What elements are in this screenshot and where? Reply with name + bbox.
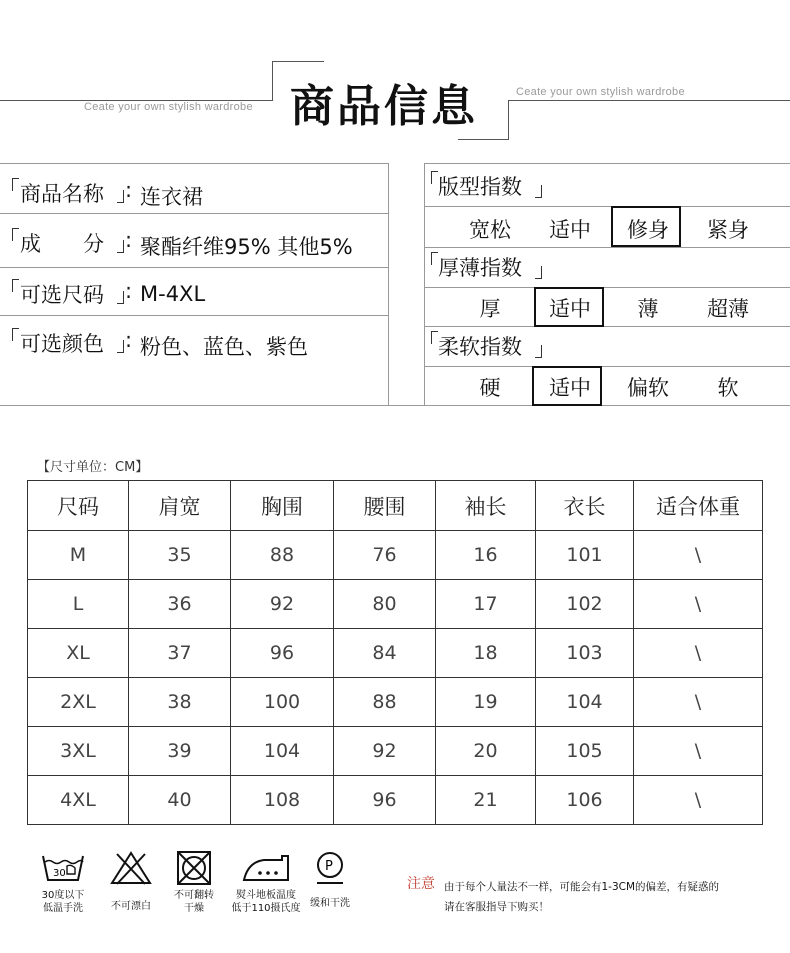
option-thin: 薄 xyxy=(637,297,659,321)
option-hard: 硬 xyxy=(479,376,501,400)
bracket-close xyxy=(117,190,124,203)
table-cell: \ xyxy=(634,678,763,727)
table-header: 尺码 xyxy=(28,481,129,531)
slogan-left: Ceate your own stylish wardrobe xyxy=(84,101,253,113)
table-cell: \ xyxy=(634,776,763,825)
table-cell: 100 xyxy=(231,678,334,727)
hand-wash-icon xyxy=(39,850,87,886)
bracket-close xyxy=(117,340,124,353)
option-fit-loose: 宽松 xyxy=(469,218,511,242)
table-cell: 19 xyxy=(436,678,536,727)
colon: : xyxy=(125,279,133,303)
note-line: 请在客服指导下购买！ xyxy=(444,901,549,913)
info-top-rule-right xyxy=(424,163,790,164)
table-cell: 96 xyxy=(334,776,436,825)
table-cell: 102 xyxy=(536,580,634,629)
option-fit-regular: 适中 xyxy=(549,218,591,242)
note-line: 由于每个人量法不一样，可能会有1-3CM的偏差，有疑惑的 xyxy=(444,881,720,893)
table-cell: L xyxy=(28,580,129,629)
care-label-line: 不可翻转 xyxy=(174,890,214,901)
table-cell: 103 xyxy=(536,629,634,678)
bracket-close xyxy=(117,240,124,253)
table-header: 胸围 xyxy=(231,481,334,531)
info-row-colors xyxy=(0,318,388,368)
table-cell: M xyxy=(28,531,129,580)
bracket-close xyxy=(535,266,542,279)
header-rule-right xyxy=(508,100,790,101)
info-divider-2 xyxy=(424,163,425,406)
care-item-no-bleach xyxy=(96,850,166,913)
colon: : xyxy=(125,178,133,202)
info-row-sizes xyxy=(0,269,388,319)
size-unit-label: 【尺寸单位：CM】 xyxy=(37,460,149,475)
care-label-line: 不可漂白 xyxy=(111,901,151,912)
table-cell: 17 xyxy=(436,580,536,629)
care-label-line: 熨斗地板温度 xyxy=(236,890,296,901)
note-title: 注意 xyxy=(407,876,435,892)
table-cell: 105 xyxy=(536,727,634,776)
table-cell: 38 xyxy=(129,678,231,727)
index-title-softness: 柔软指数 xyxy=(438,335,522,359)
care-label xyxy=(96,900,166,913)
info-row-name xyxy=(0,168,388,218)
info-key: 商品名称 xyxy=(20,182,104,206)
header-bracket-right xyxy=(508,100,509,140)
table-header: 肩宽 xyxy=(129,481,231,531)
header-bracket-bottom xyxy=(458,139,509,140)
table-cell: 20 xyxy=(436,727,536,776)
table-cell: 76 xyxy=(334,531,436,580)
header-bracket-top xyxy=(272,61,324,62)
info-key: 可选颜色 xyxy=(20,332,104,356)
table-cell: 106 xyxy=(536,776,634,825)
info-value: 粉色、蓝色、紫色 xyxy=(140,335,308,359)
option-ultra-thin: 超薄 xyxy=(707,297,749,321)
table-cell: 16 xyxy=(436,531,536,580)
table-cell: 92 xyxy=(231,580,334,629)
table-cell: 101 xyxy=(536,531,634,580)
option-fit-tight: 紧身 xyxy=(707,218,749,242)
index-rule xyxy=(424,287,790,288)
table-row xyxy=(28,776,763,825)
care-item-iron xyxy=(226,850,306,915)
table-cell: \ xyxy=(634,580,763,629)
table-header: 衣长 xyxy=(536,481,634,531)
table-cell: \ xyxy=(634,629,763,678)
index-title-thickness: 厚薄指数 xyxy=(438,256,522,280)
bracket-close xyxy=(535,345,542,358)
no-tumble-dry-icon xyxy=(174,850,214,886)
index-rule xyxy=(424,326,790,327)
info-row-material xyxy=(0,218,388,268)
table-cell: 92 xyxy=(334,727,436,776)
iron-icon xyxy=(238,850,294,886)
care-item-no-tumble xyxy=(159,850,229,915)
bracket-open xyxy=(431,252,438,265)
table-row xyxy=(28,531,763,580)
care-label-line: 缓和干洗 xyxy=(310,898,350,909)
table-cell: 35 xyxy=(129,531,231,580)
care-label xyxy=(159,889,229,915)
option-soft: 软 xyxy=(717,376,739,400)
table-row xyxy=(28,629,763,678)
care-label-line: 30度以下 xyxy=(41,890,85,901)
table-cell: \ xyxy=(634,727,763,776)
care-label-line: 干燥 xyxy=(184,903,204,914)
table-row xyxy=(28,678,763,727)
bracket-open xyxy=(431,171,438,184)
bracket-close xyxy=(535,185,542,198)
table-cell: 37 xyxy=(129,629,231,678)
svg-text:P: P xyxy=(325,859,333,874)
table-header: 适合体重 xyxy=(634,481,763,531)
index-rule xyxy=(424,206,790,207)
care-label-line: 低温手洗 xyxy=(43,903,83,914)
index-rule xyxy=(424,247,790,248)
care-item-hand-wash xyxy=(28,850,98,915)
table-cell: 88 xyxy=(334,678,436,727)
option-softness-medium: 适中 xyxy=(549,376,591,400)
table-header: 腰围 xyxy=(334,481,436,531)
care-item-dry-clean xyxy=(295,850,365,910)
index-rule xyxy=(424,366,790,367)
table-cell: 21 xyxy=(436,776,536,825)
care-label-line: 低于110摄氏度 xyxy=(231,903,301,914)
no-bleach-icon xyxy=(109,850,153,886)
table-row xyxy=(28,580,763,629)
index-title-fit: 版型指数 xyxy=(438,175,522,199)
table-cell: 4XL xyxy=(28,776,129,825)
care-label xyxy=(28,889,98,915)
table-cell: 108 xyxy=(231,776,334,825)
option-thickness-medium: 适中 xyxy=(549,297,591,321)
option-fit-slim: 修身 xyxy=(627,218,669,242)
slogan-right: Ceate your own stylish wardrobe xyxy=(516,86,685,98)
table-cell: 40 xyxy=(129,776,231,825)
bracket-close xyxy=(117,291,124,304)
page-title: 商品信息 xyxy=(290,81,478,132)
table-row xyxy=(28,727,763,776)
colon: : xyxy=(125,228,133,252)
table-cell: 84 xyxy=(334,629,436,678)
option-softish: 偏软 xyxy=(627,376,669,400)
info-value: 连衣裙 xyxy=(140,185,203,209)
note-text xyxy=(444,877,774,917)
table-cell: 18 xyxy=(436,629,536,678)
table-cell: 88 xyxy=(231,531,334,580)
table-cell: 104 xyxy=(536,678,634,727)
table-cell: 2XL xyxy=(28,678,129,727)
bracket-open xyxy=(431,331,438,344)
table-cell: 36 xyxy=(129,580,231,629)
dry-clean-icon xyxy=(310,850,350,890)
info-divider xyxy=(388,163,389,406)
table-cell: 96 xyxy=(231,629,334,678)
svg-text:30: 30 xyxy=(53,868,66,879)
info-value: 聚酯纤维95% 其他5% xyxy=(140,235,353,259)
table-cell: 104 xyxy=(231,727,334,776)
header-bracket-left xyxy=(272,61,273,101)
table-cell: \ xyxy=(634,531,763,580)
care-label xyxy=(226,889,306,915)
table-header-row xyxy=(28,481,763,531)
option-thick: 厚 xyxy=(479,297,501,321)
table-cell: 80 xyxy=(334,580,436,629)
size-table xyxy=(27,480,763,825)
table-cell: 3XL xyxy=(28,727,129,776)
table-header: 袖长 xyxy=(436,481,536,531)
table-cell: 39 xyxy=(129,727,231,776)
info-key: 可选尺码 xyxy=(20,283,104,307)
care-label xyxy=(295,897,365,910)
info-bottom-rule xyxy=(0,405,790,406)
table-cell: XL xyxy=(28,629,129,678)
info-key: 成 分 xyxy=(20,232,104,256)
info-value: M-4XL xyxy=(140,282,206,306)
info-top-rule xyxy=(0,163,388,164)
colon: : xyxy=(125,328,133,352)
